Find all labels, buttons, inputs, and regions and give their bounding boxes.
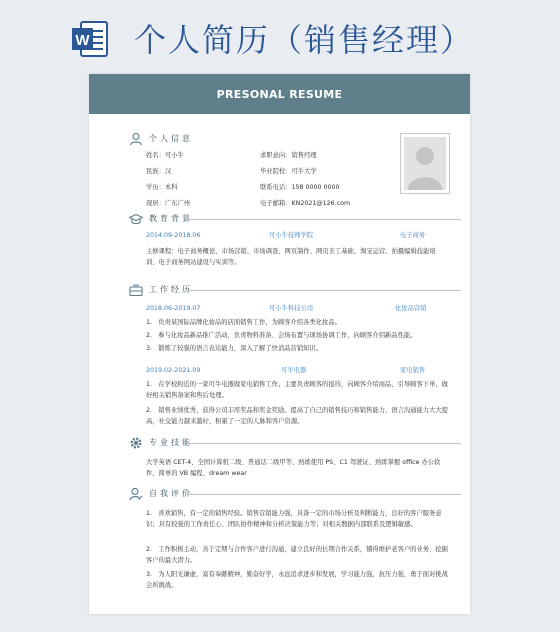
page-title: 个人简历（销售经理） — [134, 21, 475, 59]
job-period: 2019.02-2021.09 — [146, 367, 201, 374]
section-title: 自我评价 — [149, 489, 193, 498]
section-title: 个人信息 — [149, 134, 193, 143]
gear-icon — [129, 436, 143, 450]
graduation-cap-icon — [129, 212, 143, 226]
section-divider — [187, 443, 461, 444]
self-evaluation-icon — [129, 487, 143, 501]
resume-header: PRESONAL RESUME — [89, 74, 470, 114]
ethnicity-field: 民族：汉 — [146, 168, 172, 175]
education-courses: 主修课程：电子商务概论、市场营销、市场调查、网页制作、网页美工基础、淘宝运营、拍摄编辑技能培训、电子商务网站建设与实训等。 — [146, 248, 436, 266]
education-school: 可小牛技师学院 — [269, 232, 314, 239]
residence-field: 现居：广东广州 — [146, 200, 191, 207]
self-evaluation-item: 2. 工作积极主动，善于定期与合作客户进行沟通，建立良好的长期合作关系，懂得维护老客户的业务，挖掘客户的最大潜力。 — [146, 546, 448, 564]
section-title: 教育背景 — [149, 214, 193, 223]
job-duty: 2. 销售业绩优秀，获得公司丰厚奖品和奖金奖励。提高了自己的销售技巧和销售能力，语言沟通能力大大提高，社交能力越来越好，积累了一定的人脉和客户资源。 — [146, 407, 448, 425]
job-duty: 3. 锻炼了较强的语言表达能力，深入了解了快消品营销知识。 — [146, 345, 323, 352]
school-field: 毕业院校：可牛大学 — [260, 168, 317, 175]
phone-field: 联系电话：158 0000 0000 — [260, 184, 340, 191]
word-doc-icon — [71, 20, 109, 58]
education-major: 电子商务 — [400, 232, 426, 239]
job-company: 可牛电器 — [281, 367, 307, 374]
avatar-placeholder-icon — [404, 137, 446, 190]
svg-text:W: W — [75, 32, 90, 49]
education-field: 学历：本科 — [146, 184, 178, 191]
person-icon — [129, 132, 143, 146]
job-position: 化妆品营销 — [395, 305, 427, 312]
job-duty: 2. 参与化妆品新品推广活动，负责物料准备、会场布置与现场协调工作，向顾客介绍新品性能。 — [146, 332, 417, 339]
section-divider — [187, 219, 461, 220]
job-duty: 1. 负责某国际品牌化妆品的店面销售工作，为顾客介绍各类化妆品。 — [146, 319, 341, 326]
section-divider — [187, 290, 461, 291]
job-period: 2018.06-2019.07 — [146, 305, 201, 312]
profile-photo — [400, 133, 450, 194]
resume-page — [89, 74, 470, 614]
self-evaluation-item: 3. 为人阳光谦虚，富有奉献精神，勤奋好学，永远追求进步和发展，学习能力强，抗压力强，勇于面对挑战会所挑战。 — [146, 571, 448, 589]
section-title: 专业技能 — [149, 438, 193, 447]
job-intent-field: 求职意向：销售经理 — [260, 152, 317, 159]
section-divider — [187, 494, 461, 495]
job-duty: 1. 在学校附近的一家可牛电器做家电销售工作。主要负责顾客的接待，向顾客介绍商品，引导顾客下单，做好相关销售备案和售后处理。 — [146, 381, 448, 399]
email-field: 电子邮箱：KN2021@126.com — [260, 200, 351, 207]
job-position: 家电销售 — [400, 367, 426, 374]
section-title: 工作经历 — [149, 285, 193, 294]
briefcase-icon — [129, 283, 143, 297]
document-banner — [0, 0, 560, 74]
job-company: 可小牛科技公司 — [269, 305, 314, 312]
self-evaluation-item: 1. 喜欢销售，有一定的销售经验。销售营销能力强，具备一定的市场分析及判断能力，良好的客户服务意识；具有较强的工作责任心、团队协作精神和分析决策能力等；对相关数据内部联系及逻辑敏感。 — [146, 510, 442, 528]
skills-text: 大学英语 CET-4、全国计算机二级、普通话二级甲等、熟练使用 PS、C1 驾驶证、熟练掌握 office 办公软件，简单的 VB 编程、dream wear — [146, 459, 441, 477]
education-period: 2014.09-2018.06 — [146, 232, 201, 239]
name-field: 姓名：可小牛 — [146, 152, 184, 159]
